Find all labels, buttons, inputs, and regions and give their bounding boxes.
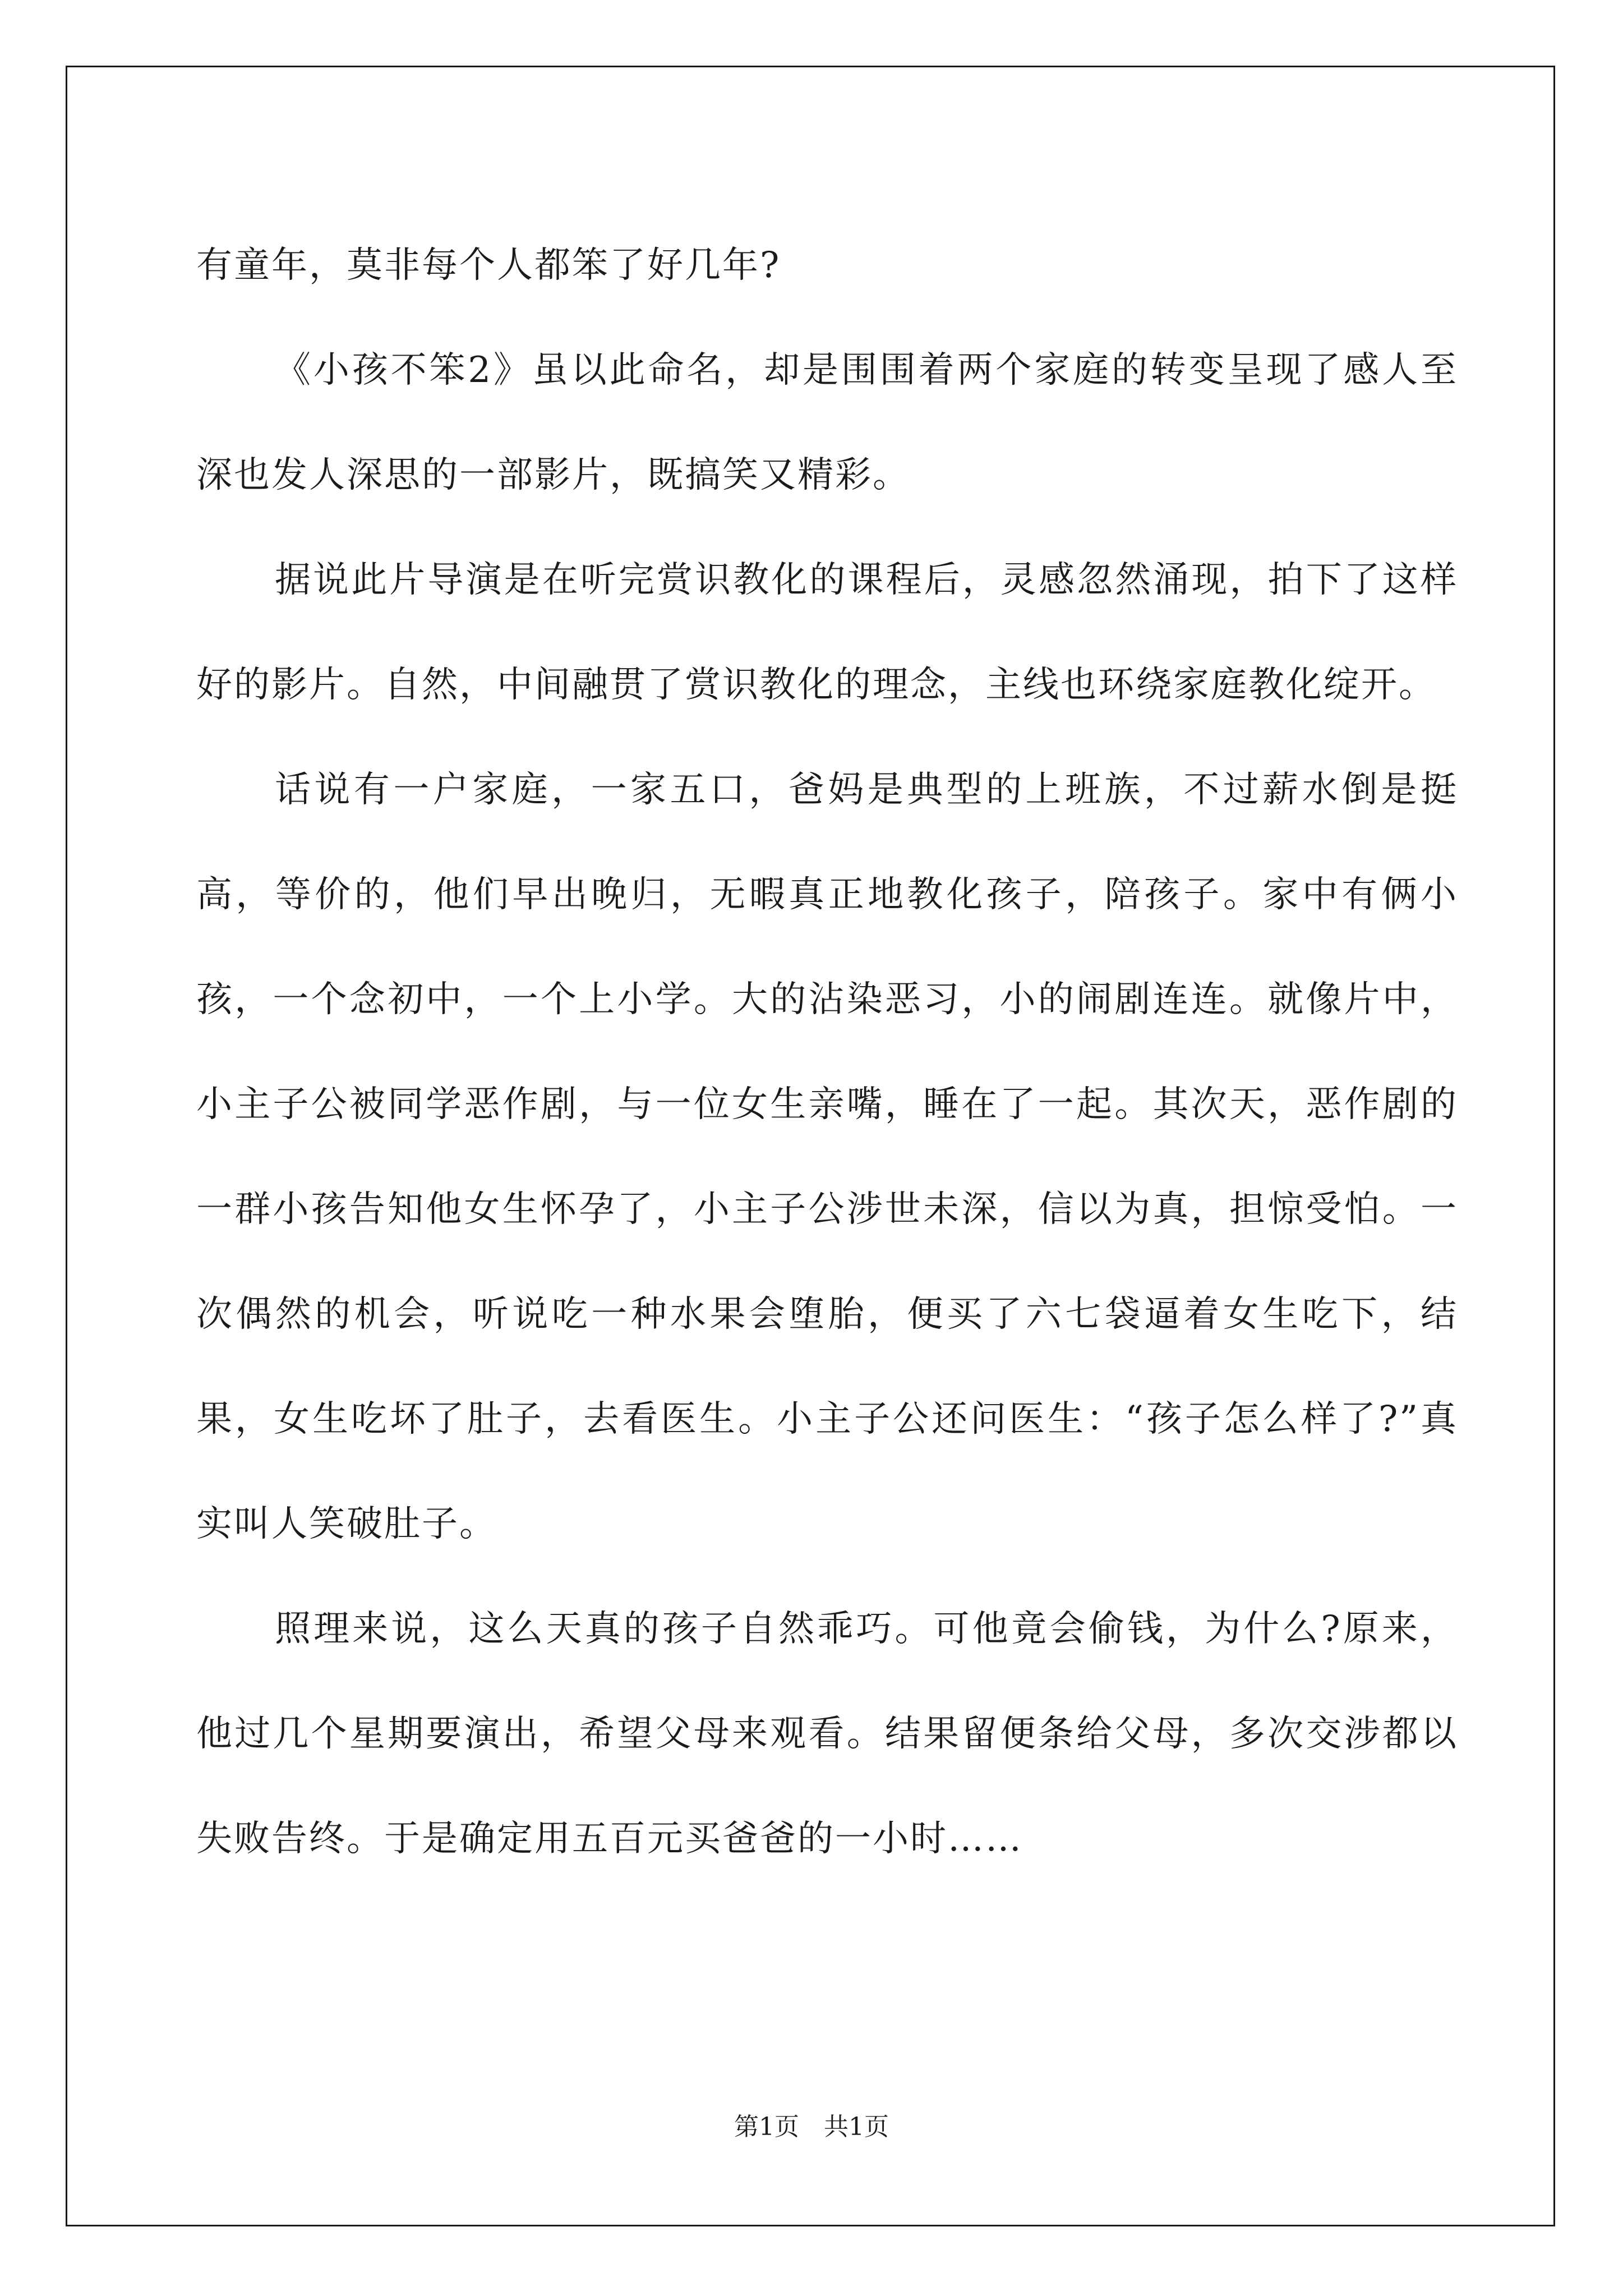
paragraph-3: 据说此片导演是在听完赏识教化的课程后，灵感忽然涌现，拍下了这样好的影片。自然，中间融贯了赏识教化的理念，主线也环绕家庭教化绽开。 xyxy=(196,559,1458,706)
paragraph-5: 照理来说，这么天真的孩子自然乖巧。可他竟会偷钱，为什么?原来，他过几个星期要演出，希望父母来观看。结果留便条给父母，多次交涉都以失败告终。于是确定用五百元买爸爸的一小时…… xyxy=(196,1608,1458,1860)
paragraph-4: 话说有一户家庭，一家五口，爸妈是典型的上班族，不过薪水倒是挺高，等价的，他们早出晚归，无暇真正地教化孩子，陪孩子。家中有俩小孩，一个念初中，一个上小学。大的沾染恶习，小的闹剧连连。就像片中，小主子公被同学恶作剧，与一位女生亲嘴，睡在了一起。其次天，恶作剧的一群小孩告知他女生怀孕了，小主子公涉世未深，信以为真，担惊受怕。一次偶然的机会，听说吃一种水果会堕胎，便买了六七袋逼着女生吃下，结果，女生吃坏了肚子，去看医生。小主子公还问医生：“孩子怎么样了?”真实叫人笑破肚子。 xyxy=(196,769,1458,1545)
page-total: 共1页 xyxy=(824,2113,889,2141)
document-body xyxy=(196,213,1458,1892)
paragraph-2: 《小孩不笨2》虽以此命名，却是围围着两个家庭的转变呈现了感人至深也发人深思的一部影片，既搞笑又精彩。 xyxy=(196,349,1458,496)
paragraph-1: 有童年，莫非每个人都笨了好几年? xyxy=(196,245,781,286)
page-number: 第1页 xyxy=(734,2113,799,2141)
page-footer xyxy=(0,2106,1623,2142)
